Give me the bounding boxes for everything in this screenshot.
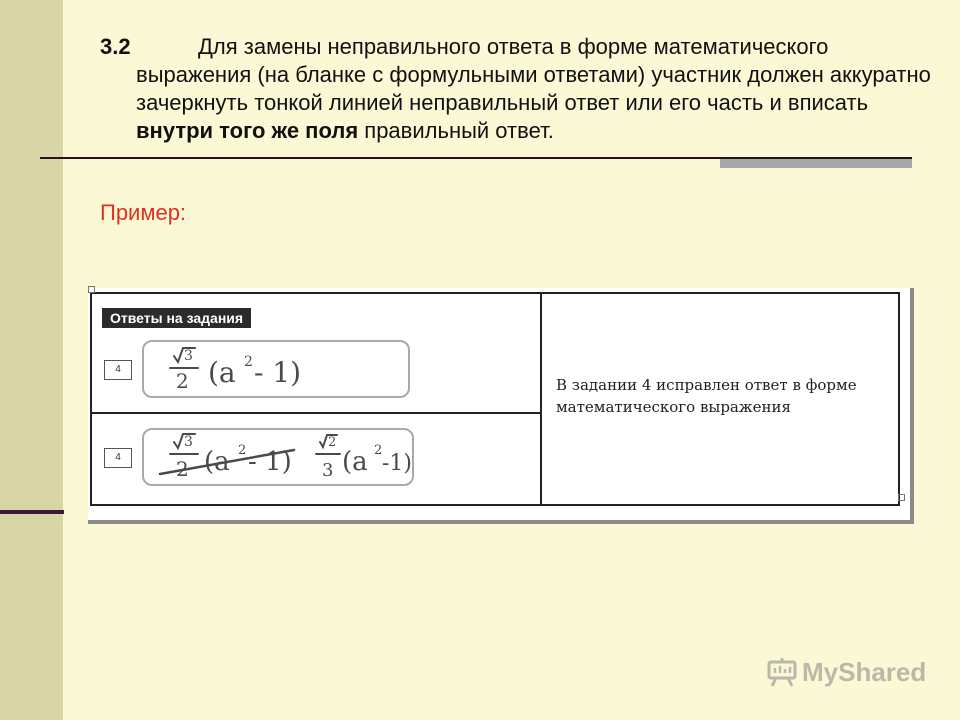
svg-text:2: 2 bbox=[238, 443, 247, 458]
svg-text:(a: (a bbox=[342, 447, 368, 477]
rule-text-bold: внутри того же поля bbox=[136, 118, 359, 143]
svg-text:2: 2 bbox=[374, 443, 383, 458]
svg-text:- 1): - 1) bbox=[248, 447, 292, 477]
svg-text:2: 2 bbox=[176, 369, 189, 393]
rule-paragraph bbox=[100, 33, 936, 145]
item-number: 3.2 bbox=[100, 34, 131, 59]
svg-text:2: 2 bbox=[328, 435, 337, 450]
handwritten-answer bbox=[144, 342, 408, 396]
corner-mark bbox=[898, 494, 905, 501]
handwritten-correction bbox=[144, 430, 412, 484]
watermark-text: MyShared bbox=[802, 656, 927, 687]
watermark-logo bbox=[766, 656, 926, 688]
svg-text:(a: (a bbox=[204, 447, 230, 477]
answers-header: Ответы на задания bbox=[102, 308, 251, 328]
svg-text:- 1): - 1) bbox=[254, 356, 302, 389]
correction-note: В задании 4 исправлен ответ в форме математического выражения bbox=[556, 376, 857, 416]
svg-text:3: 3 bbox=[184, 348, 193, 364]
task-number-box: 4 bbox=[104, 448, 132, 468]
svg-text:3: 3 bbox=[322, 460, 334, 481]
svg-text:-1): -1) bbox=[382, 451, 412, 476]
answer-field-original bbox=[142, 340, 410, 398]
left-bar-rule bbox=[0, 510, 64, 514]
rule-text-part2: правильный ответ. bbox=[358, 118, 554, 143]
corner-mark bbox=[88, 286, 95, 293]
example-figure bbox=[88, 288, 914, 524]
title-rule-accent bbox=[720, 159, 912, 168]
presentation-board-icon bbox=[766, 656, 798, 688]
svg-text:(a: (a bbox=[208, 356, 236, 389]
figure-vertical-divider bbox=[540, 292, 542, 506]
task-number-box: 4 bbox=[104, 360, 132, 380]
svg-text:2: 2 bbox=[244, 354, 253, 370]
example-label: Пример: bbox=[100, 200, 187, 225]
answer-field-corrected bbox=[142, 428, 414, 486]
figure-horizontal-divider bbox=[90, 412, 542, 414]
rule-text-part1: Для замены неправильного ответа в форме математического выражения (на бланке с формульными ответами) участник должен аккуратно зачеркнуть тонкой линией неправильный ответ или его часть и вписать bbox=[136, 34, 931, 115]
left-decor-bar bbox=[0, 0, 63, 720]
svg-text:3: 3 bbox=[184, 434, 193, 450]
svg-text:2: 2 bbox=[176, 457, 189, 481]
